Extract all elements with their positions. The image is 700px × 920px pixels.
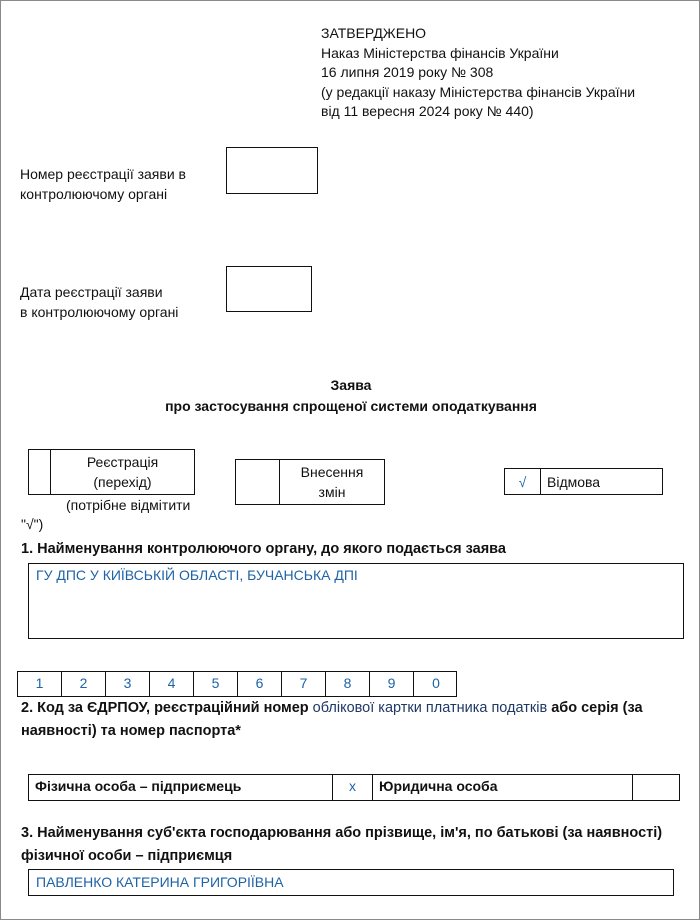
option-registration-label [51,450,194,494]
section2-heading-line2: наявності) та номер паспорта* [21,723,241,739]
title-line1: Заява [330,377,372,393]
option-refusal[interactable] [504,468,663,495]
individual-entrepreneur-label: Фізична особа – підприємець [29,775,333,800]
option-refusal-checkbox[interactable] [505,469,541,494]
section3-heading-line1: 3. Найменування суб'єкта господарювання або прізвище, ім'я, по батькові (за наявності) [21,825,663,841]
approval-revision: (у редакції наказу Міністерства фінансів України [321,83,636,100]
registration-number-label-line1: Номер реєстрації заяви в [20,166,186,182]
registration-date-field[interactable] [226,266,312,312]
option-refusal-label-text: Відмова [547,473,601,490]
approval-date: 16 липня 2019 року № 308 [321,64,494,80]
registration-number-field[interactable] [226,147,318,194]
section2-heading [21,697,691,743]
section3-heading [21,822,662,868]
tax-authority-field[interactable] [28,563,684,639]
option-registration-checkbox[interactable] [29,450,51,494]
taxpayer-name-field[interactable] [28,869,674,896]
taxpayer-name-value: ПАВЛЕНКО КАТЕРИНА ГРИГОРІЇВНА [36,874,284,890]
legal-entity-checkbox[interactable] [633,775,679,800]
option-registration[interactable] [28,449,195,495]
registration-number-label [20,164,186,204]
mark-hint-line2: "√") [21,516,44,532]
title-line2: про застосування спрощеної системи оподаткування [165,398,537,414]
taxpayer-card-link[interactable]: облікової картки платника податків [312,700,548,716]
tax-code-digit[interactable]: 0 [432,675,440,691]
mark-hint-line1: (потрібне відмітити [66,497,191,513]
option-registration-label-line1: Реєстрація [86,454,159,470]
tax-code-digit[interactable]: 5 [194,672,238,696]
registration-number-label-line2: контролюючому органі [20,186,168,202]
section1-heading: 1. Найменування контролюючого органу, до якого подається заява [21,541,506,557]
approval-title: ЗАТВЕРДЖЕНО [321,25,427,41]
tax-code-digit[interactable]: 6 [238,672,282,696]
legal-entity-label: Юридична особа [373,775,633,800]
document-title [1,375,700,417]
section2-heading-part3: або серія (за [547,700,643,716]
tax-code-digits[interactable] [17,671,457,697]
registration-date-label [20,282,178,322]
tax-code-digit[interactable]: 3 [106,672,150,696]
approval-order: Наказ Міністерства фінансів України [321,44,559,61]
registration-date-label-line1: Дата реєстрації заяви [20,284,163,300]
option-changes-label [280,460,384,504]
check-mark-icon: √ [518,473,527,490]
tax-code-digit[interactable]: 2 [62,672,106,696]
individual-entrepreneur-checkbox[interactable]: x [333,775,373,800]
tax-code-digit[interactable]: 1 [18,672,62,696]
option-changes-label-line1: Внесення [300,464,364,480]
section3-heading-line2: фізичної особи – підприємця [21,848,233,864]
option-registration-label-line2: (перехід) [93,474,152,490]
option-refusal-label [541,469,662,494]
registration-date-label-line2: в контролюючому органі [20,304,179,320]
approval-block [321,24,635,122]
approval-revision-date: від 11 вересня 2024 року № 440) [321,103,534,119]
person-type-row [28,774,680,801]
option-changes-label-line2: змін [318,484,346,500]
tax-authority-value: ГУ ДПС У КИЇВСЬКІЙ ОБЛАСТІ, БУЧАНСЬКА ДПІ [36,567,358,583]
tax-code-digit[interactable]: 8 [326,672,370,696]
tax-code-digit[interactable]: 4 [150,672,194,696]
option-changes[interactable] [235,459,385,505]
section2-heading-part1: 2. Код за ЄДРПОУ, реєстраційний номер [21,700,313,716]
tax-code-digit[interactable]: 7 [282,672,326,696]
option-changes-checkbox[interactable] [236,460,280,504]
tax-code-digit[interactable]: 9 [370,672,414,696]
